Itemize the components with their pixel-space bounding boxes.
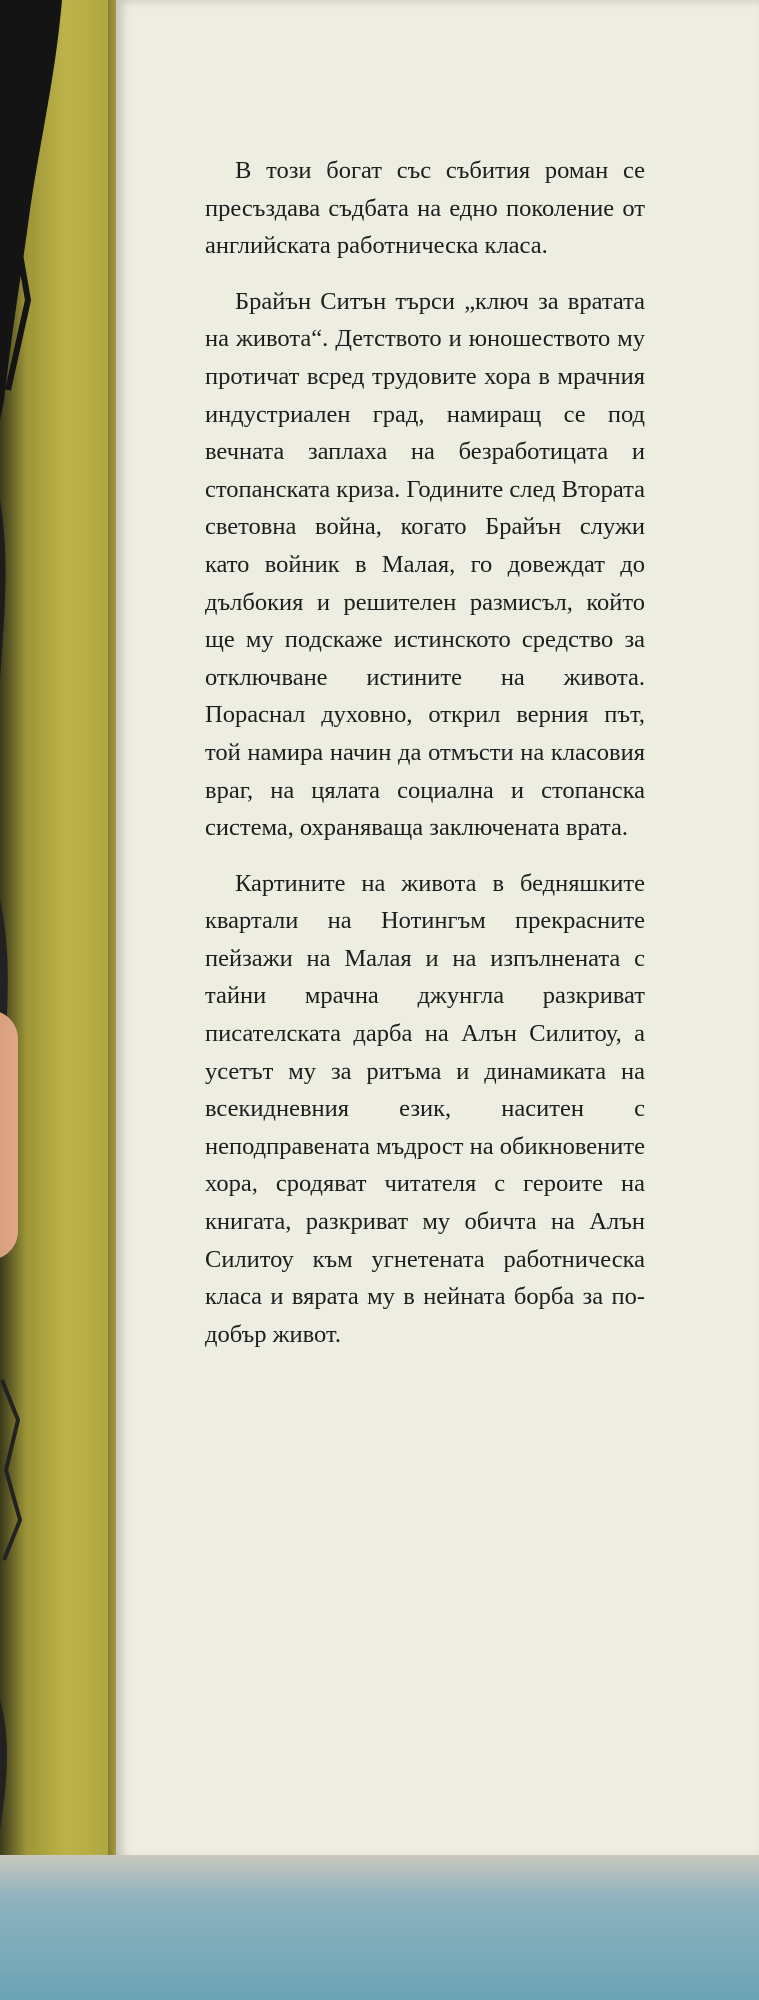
blurb-paragraph-3: Картините на живота в бедняшките квартали на Нотингъм прекрасните пейзажи на Малая и на изпълнената с тайни мрачна джунгла разкриват писателската дарба на Алън Силитоу, а усетът му за ритъма и динамиката на всекидневния език, наситен с неподправената мъдрост на обикновените хора, сродяват читателя с героите на книгата, разкриват му обичта на Алън Силитоу към угнетената работническа класа и вярата му в нейната борба за по-добър живот. <box>205 869 645 1348</box>
spine-artwork <box>0 0 118 1860</box>
blurb-paragraph-2: Брайън Ситън търси „ключ за вратата на живота“. Детството и юношеството му протичат всред трудовите хора в мрачния индустриален град, намиращ се под вечната заплаха на безработицата и стопанската криза. Годините след Втората световна война, когато Брайън служи като войник в Малая, го довеждат до дълбокия и решителен размисъл, който ще му подскаже истинското средство за отключване истините на живота. Пораснал духовно, открил верния път, той намира начин да отмъсти на класовия враг, на цялата социална и стопанска система, охраняваща заключената врата. <box>205 287 645 842</box>
book-spine <box>0 0 118 1860</box>
blurb-text <box>205 152 645 1371</box>
blurb-paragraph-1: В този богат със събития роман се пресъздава съдбата на едно поколение от английската работническа класа. <box>205 157 645 260</box>
holding-finger <box>0 1010 18 1260</box>
background-surface <box>0 1855 759 2000</box>
